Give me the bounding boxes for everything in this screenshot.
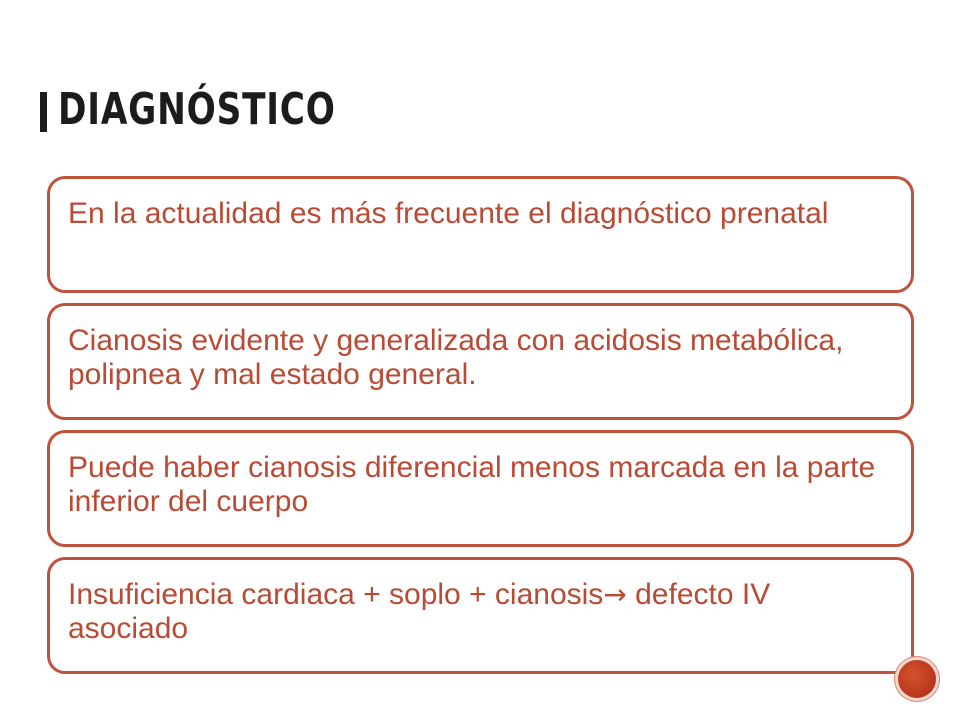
bullet-text-2: Cianosis evidente y generalizada con acidosis metabólica, polipnea y mal estado general. xyxy=(68,324,844,391)
bullet-text-4-part-2: defecto IV asociado xyxy=(68,578,771,645)
right-arrow-icon: → xyxy=(603,578,627,611)
bullet-text-4 xyxy=(68,578,891,646)
slide-title: DIAGNÓSTICO xyxy=(58,84,336,135)
bullet-box-1 xyxy=(47,176,914,293)
bullet-text-1: En la actualidad es más frecuente el diagnóstico prenatal xyxy=(68,197,829,230)
bullet-box-2 xyxy=(47,303,914,420)
bullet-text-4-part-1: Insuficiencia cardiaca + soplo + cianosis xyxy=(68,578,604,611)
bullet-box-3 xyxy=(47,430,914,547)
bullet-box-4 xyxy=(47,557,914,674)
bullet-text-3: Puede haber cianosis diferencial menos marcada en la parte inferior del cuerpo xyxy=(68,451,876,518)
bullet-box-list xyxy=(47,176,914,684)
title-accent-bar xyxy=(40,92,47,132)
corner-decoration-circle xyxy=(898,660,936,698)
